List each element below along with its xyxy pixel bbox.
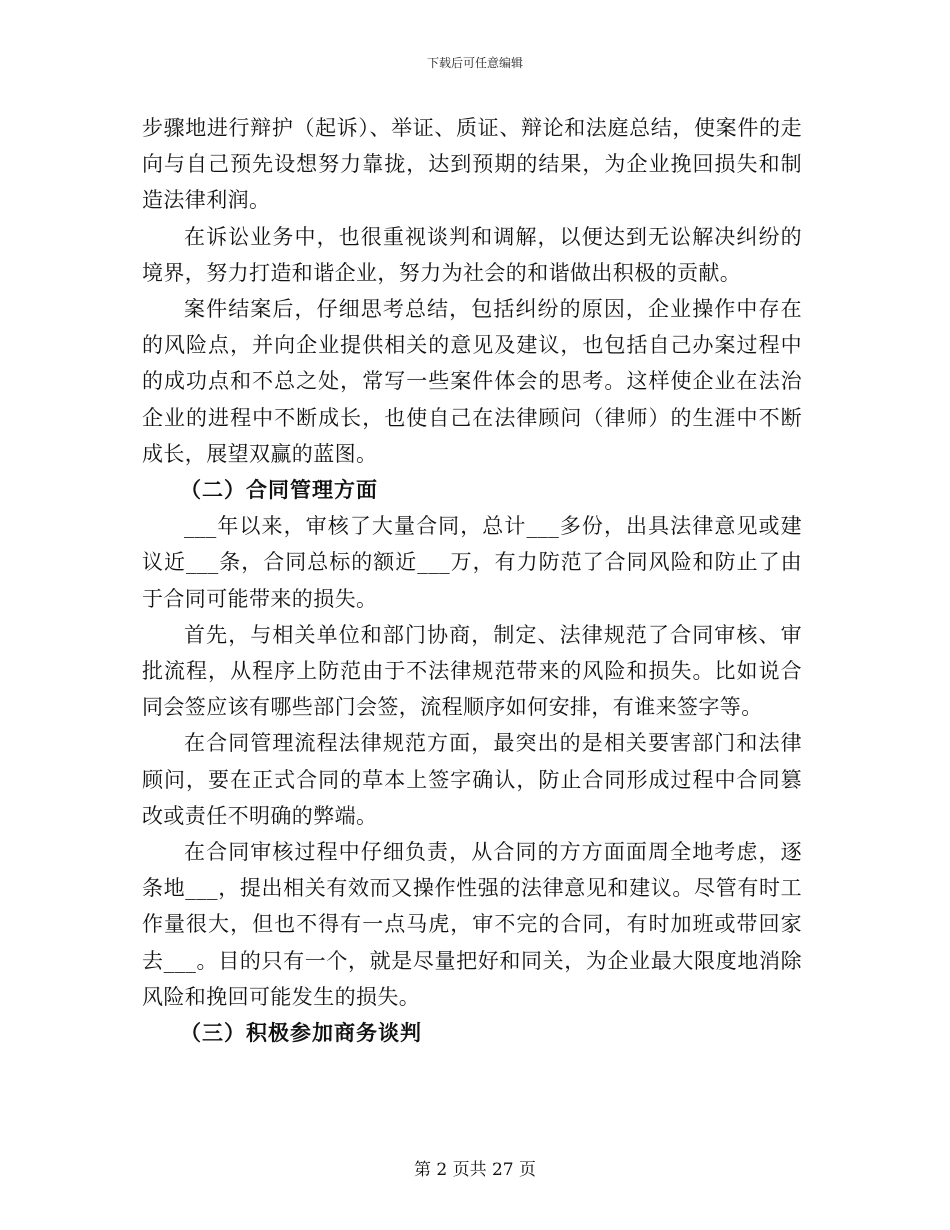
paragraph-contract-review-stats: ___年以来，审核了大量合同，总计___多份，出具法律意见或建议近___条，合同总标的额近___万，有力防范了合同风险和防止了由于合同可能带来的损失。 — [142, 514, 802, 611]
paragraph-litigation-defense: 步骤地进行辩护（起诉）、举证、质证、辩论和法庭总结，使案件的走向与自己预先设想努力靠拢，达到预期的结果，为企业挽回损失和制造法律利润。 — [142, 116, 802, 213]
page-footer: 第 2 页共 27 页 — [413, 1160, 537, 1180]
paragraph-case-summary: 案件结案后，仔细思考总结，包括纠纷的原因，企业操作中存在的风险点，并向企业提供相关的意见及建议，也包括自己办案过程中的成功点和不总之处，常写一些案件体会的思考。这样使企业在法治企业的进程中不断成长，也使自己在法律顾问（律师）的生涯中不断成长，展望双赢的蓝图。 — [142, 297, 802, 466]
paragraph-negotiation-mediation: 在诉讼业务中，也很重视谈判和调解，以便达到无讼解决纠纷的境界，努力打造和谐企业，努力为社会的和谐做出积极的贡献。 — [142, 224, 802, 285]
section-heading-contract-management: （二）合同管理方面 — [180, 477, 378, 503]
paragraph-contract-diligence: 在合同审核过程中仔细负责，从合同的方方面面周全地考虑，逐条地___，提出相关有效而又操作性强的法律意见和建议。尽管有时工作量很大，但也不得有一点马虎，审不完的合同，有时加班或带回家去___。目的只有一个，就是尽量把好和同关，为企业最大限度地消除风险和挽回可能发生的损失。 — [142, 840, 802, 1009]
paragraph-contract-norms: 在合同管理流程法律规范方面，最突出的是相关要害部门和法律顾问，要在正式合同的草本上签字确认，防止合同形成过程中合同篡改或责任不明确的弊端。 — [142, 731, 802, 828]
paragraph-contract-process: 首先，与相关单位和部门协商，制定、法律规范了合同审核、审批流程，从程序上防范由于不法律规范带来的风险和损失。比如说合同会签应该有哪些部门会签，流程顺序如何安排，有谁来签字等。 — [142, 622, 802, 720]
document-body — [142, 110, 802, 1051]
page-header: 下载后可任意编辑 — [426, 56, 523, 70]
section-heading-business-negotiation: （三）积极参加商务谈判 — [180, 1020, 422, 1046]
